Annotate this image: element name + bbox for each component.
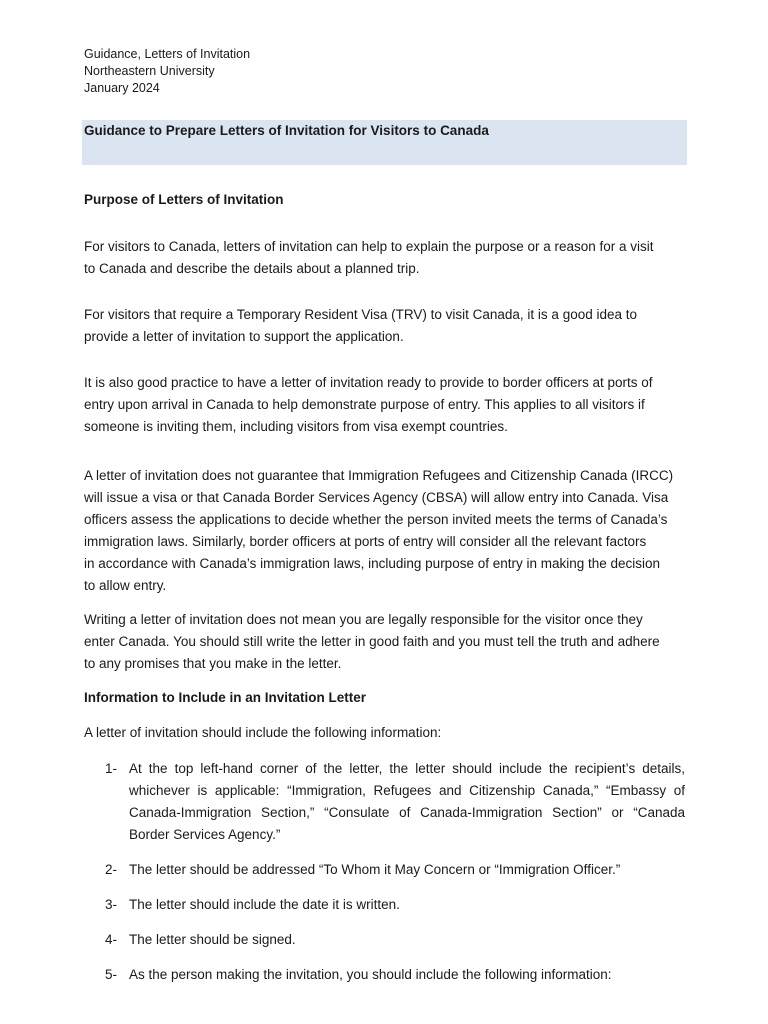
- paragraph-trv: [84, 304, 684, 348]
- paragraph-line: A letter of invitation should include the following information:: [84, 725, 442, 740]
- paragraph-visitors: [84, 236, 684, 280]
- paragraph-info-intro: [84, 722, 684, 744]
- list-item-text: [129, 964, 685, 986]
- list-line: At the top left-hand corner of the letter, the letter should include the recipient’s details,: [129, 761, 685, 776]
- paragraph-line: It is also good practice to have a letter of invitation ready to provide to border officers at ports of: [84, 375, 653, 390]
- paragraph-line: Writing a letter of invitation does not mean you are legally responsible for the visitor once they: [84, 612, 643, 627]
- list-line: Canada-Immigration Section,” “Consulate of Canada-Immigration Section” or “Canada: [129, 805, 685, 820]
- heading-information: Information to Include in an Invitation Letter: [84, 690, 367, 705]
- header-line-date: January 2024: [84, 81, 160, 95]
- list-item-text: [129, 929, 685, 951]
- paragraph-line: officers assess the applications to decide whether the person invited meets the terms of Canada’s: [84, 512, 668, 527]
- list-line: Border Services Agency.”: [129, 827, 281, 842]
- list-item-recipient-details: [84, 758, 684, 846]
- paragraph-line: immigration laws. Similarly, border officers at ports of entry will consider all the relevant factors: [84, 534, 647, 549]
- paragraph-line: to any promises that you make in the letter.: [84, 656, 342, 671]
- list-number: 1-: [105, 761, 118, 776]
- paragraph-border-officers: [84, 372, 684, 438]
- list-number: 2-: [105, 862, 118, 877]
- list-number: 3-: [105, 897, 118, 912]
- paragraph-line: entry upon arrival in Canada to help demonstrate purpose of entry. This applies to all visitors if: [84, 397, 645, 412]
- paragraph-responsibility: [84, 609, 684, 675]
- title-band: [82, 120, 687, 165]
- header-line-university: Northeastern University: [84, 64, 215, 78]
- list-number: 4-: [105, 932, 118, 947]
- list-item-text: [129, 859, 685, 881]
- paragraph-line: in accordance with Canada’s immigration laws, including purpose of entry in making the decision: [84, 556, 661, 571]
- heading-purpose: Purpose of Letters of Invitation: [84, 192, 284, 207]
- list-line: The letter should be signed.: [129, 932, 296, 947]
- list-item-text: [129, 758, 685, 846]
- paragraph-line: to allow entry.: [84, 578, 167, 593]
- list-item-text: [129, 894, 685, 916]
- list-item-inviter-info: [84, 964, 684, 986]
- paragraph-line: to Canada and describe the details about a planned trip.: [84, 261, 420, 276]
- list-line: whichever is applicable: “Immigration, Refugees and Citizenship Canada,” “Embassy of: [129, 783, 685, 798]
- paragraph-no-guarantee: [84, 465, 684, 597]
- document-header: [84, 46, 250, 97]
- list-line: As the person making the invitation, you should include the following information:: [129, 967, 612, 982]
- list-line: The letter should be addressed “To Whom it May Concern or “Immigration Officer.”: [129, 862, 621, 877]
- header-line-guidance: Guidance, Letters of Invitation: [84, 47, 251, 61]
- paragraph-line: A letter of invitation does not guarantee that Immigration Refugees and Citizenship Canada (IRCC): [84, 468, 674, 483]
- list-item-addressed: [84, 859, 684, 881]
- paragraph-line: will issue a visa or that Canada Border Services Agency (CBSA) will allow entry into Canada. Visa: [84, 490, 669, 505]
- paragraph-line: someone is inviting them, including visitors from visa exempt countries.: [84, 419, 508, 434]
- list-item-date: [84, 894, 684, 916]
- paragraph-line: For visitors to Canada, letters of invitation can help to explain the purpose or a reason for a visit: [84, 239, 654, 254]
- list-number: 5-: [105, 967, 118, 982]
- paragraph-line: enter Canada. You should still write the letter in good faith and you must tell the truth and adhere: [84, 634, 660, 649]
- paragraph-line: provide a letter of invitation to support the application.: [84, 329, 404, 344]
- list-line: The letter should include the date it is written.: [129, 897, 400, 912]
- list-item-signed: [84, 929, 684, 951]
- document-title: Guidance to Prepare Letters of Invitation for Visitors to Canada: [84, 123, 489, 138]
- paragraph-line: For visitors that require a Temporary Resident Visa (TRV) to visit Canada, it is a good idea to: [84, 307, 638, 322]
